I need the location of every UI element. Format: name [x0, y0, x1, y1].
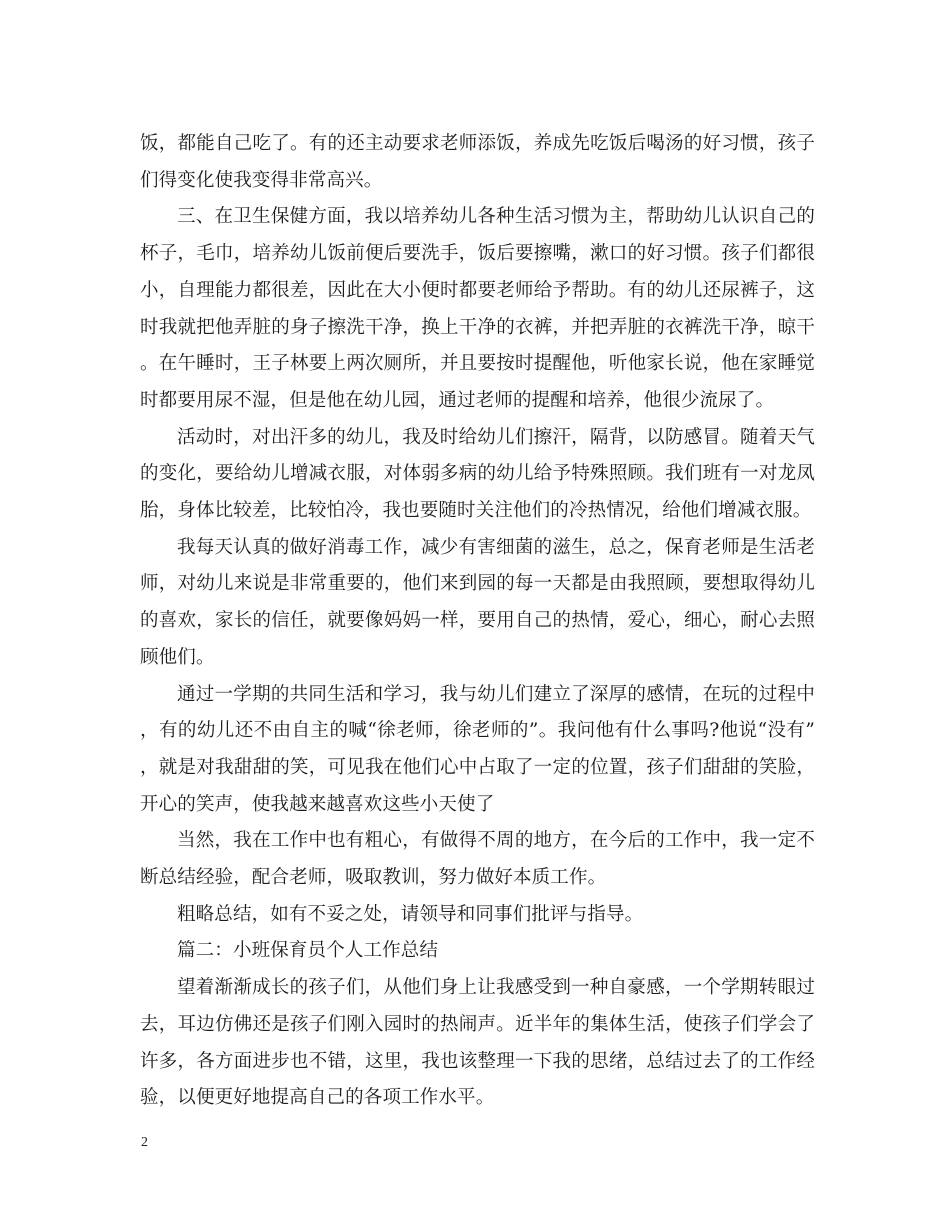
document-body [140, 126, 815, 1117]
paragraph-relationship: 通过一学期的共同生活和学习，我与幼儿们建立了深厚的感情，在玩的过程中，有的幼儿还不由自主的喊“徐老师，徐老师的”。我问他有什么事吗?他说“没有”，就是对我甜甜的笑，可见我在他们心中占取了一定的位置，孩子们甜甜的笑脸，开心的笑声，使我越来越喜欢这些小天使了 [140, 683, 815, 815]
page-number: 2 [141, 1135, 148, 1150]
paragraph-disinfection: 我每天认真的做好消毒工作，减少有害细菌的滋生，总之，保育老师是生活老师，对幼儿来说是非常重要的，他们来到园的每一天都是由我照顾，要想取得幼儿的喜欢，家长的信任，就要像妈妈一样，要用自己的热情，爱心，细心，耐心去照顾他们。 [140, 536, 815, 668]
paragraph-closing: 粗略总结，如有不妥之处，请领导和同事们批评与指导。 [177, 903, 644, 925]
section-heading: 篇二：小班保育员个人工作总结 [177, 940, 439, 962]
paragraph-continuation: 饭，都能自己吃了。有的还主动要求老师添饭，养成先吃饭后喝汤的好习惯，孩子们得变化使我变得非常高兴。 [140, 133, 815, 191]
paragraph-hygiene: 三、在卫生保健方面，我以培养幼儿各种生活习惯为主，帮助幼儿认识自己的杯子，毛巾，培养幼儿饭前便后要洗手，饭后要擦嘴，漱口的好习惯。孩子们都很小，自理能力都很差，因此在大小便时都要老师给予帮助。有的幼儿还尿裤子，这时我就把他弄脏的身子擦洗干净，换上干净的衣裤，并把弄脏的衣裤洗干净，晾干。在午睡时，王子林要上两次厕所，并且要按时提醒他，听他家长说，他在家睡觉时都要用尿不湿，但是他在幼儿园，通过老师的提醒和培养，他很少流尿了。 [140, 206, 815, 411]
paragraph-section-two-intro: 望着渐渐成长的孩子们，从他们身上让我感受到一种自豪感，一个学期转眼过去，耳边仿佛还是孩子们刚入园时的热闹声。近半年的集体生活，使孩子们学会了许多，各方面进步也不错，这里，我也该整理一下我的思绪，总结过去了的工作经验，以便更好地提高自己的各项工作水平。 [140, 977, 815, 1109]
paragraph-shortcomings: 当然，我在工作中也有粗心，有做得不周的地方，在今后的工作中，我一定不断总结经验，配合老师，吸取教训，努力做好本质工作。 [140, 830, 815, 889]
paragraph-activities: 活动时，对出汗多的幼儿，我及时给幼儿们擦汗，隔背，以防感冒。随着天气的变化，要给幼儿增减衣服，对体弱多病的幼儿给予特殊照顾。我们班有一对龙凤胎，身体比较差，比较怕冷，我也要随时关注他们的冷热情况，给他们增减衣服。 [140, 426, 815, 522]
